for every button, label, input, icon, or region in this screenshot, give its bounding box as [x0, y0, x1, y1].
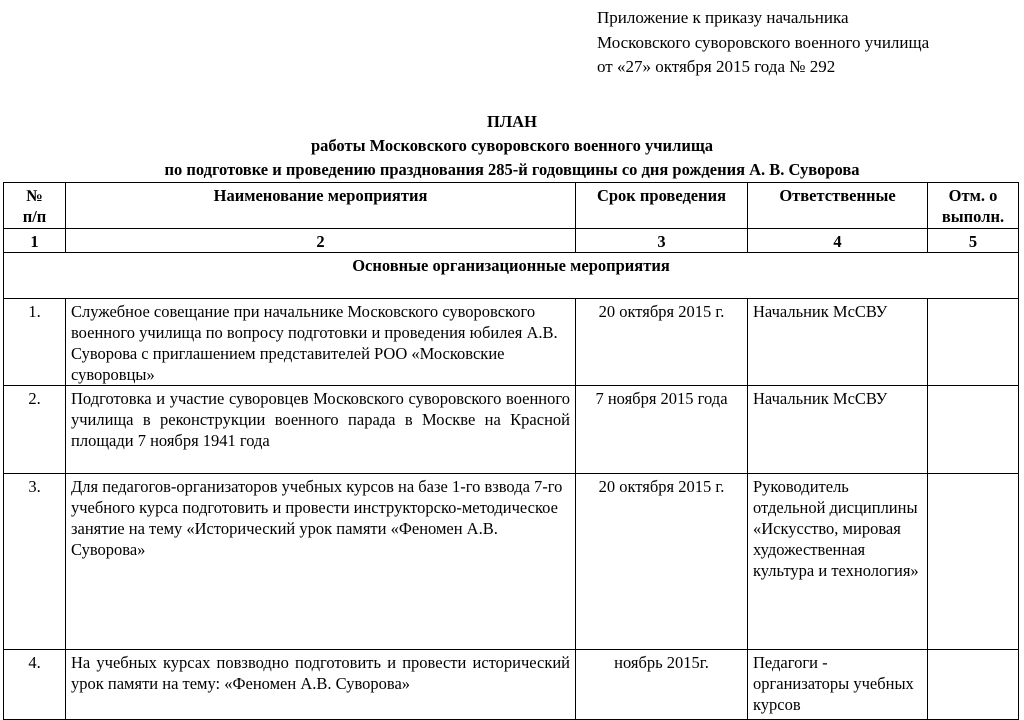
table-header-row — [4, 183, 1019, 229]
header-num-line1: № — [26, 186, 43, 205]
row-date: 7 ноября 2015 года — [576, 386, 748, 474]
row-date: 20 октября 2015 г. — [576, 474, 748, 650]
document-title: ПЛАН — [487, 112, 537, 131]
table-row — [4, 650, 1019, 720]
section-title: Основные организационные мероприятия — [4, 253, 1019, 299]
row-number: 2. — [4, 386, 66, 474]
row-date: ноябрь 2015г. — [576, 650, 748, 720]
column-number: 4 — [748, 229, 928, 253]
row-event: Подготовка и участие суворовцев Московского суворовского военного училища в реконструкции военного парада в Москве на Красной площади 7 ноября 1941 года — [66, 386, 576, 474]
appendix-line-2: Московского суворовского военного училища — [597, 32, 930, 52]
row-event: Для педагогов-организаторов учебных курсов на базе 1-го взвода 7-го учебного курса подготовить и провести инструкторско-методическое занятие на тему «Исторический урок памяти «Феномен А.В. Суворова» — [66, 474, 576, 650]
row-number: 3. — [4, 474, 66, 650]
section-row — [4, 253, 1019, 299]
row-mark — [928, 386, 1019, 474]
header-num-line2: п/п — [22, 207, 47, 226]
row-responsible: Начальник МсСВУ — [748, 299, 928, 386]
row-mark — [928, 299, 1019, 386]
column-number: 5 — [928, 229, 1019, 253]
header-date: Срок проведения — [576, 183, 748, 229]
row-responsible: Руководитель отдельной дисциплины «Искусство, мировая художественная культура и технология» — [748, 474, 928, 650]
header-num — [4, 183, 66, 229]
row-number: 4. — [4, 650, 66, 720]
column-number: 3 — [576, 229, 748, 253]
header-event-name: Наименование мероприятия — [66, 183, 576, 229]
header-mark-line2: выполн. — [941, 207, 1005, 226]
appendix-line-3: от «27» октября 2015 года № 292 — [597, 57, 836, 76]
header-responsible: Ответственные — [748, 183, 928, 229]
table-row — [4, 299, 1019, 386]
row-number: 1. — [4, 299, 66, 386]
document-subtitle-1: работы Московского суворовского военного училища — [310, 136, 714, 155]
column-number: 2 — [66, 229, 576, 253]
row-responsible: Начальник МсСВУ — [748, 386, 928, 474]
row-responsible: Педагоги - организаторы учебных курсов — [748, 650, 928, 720]
row-mark — [928, 650, 1019, 720]
appendix-line-1: Приложение к приказу начальника — [597, 8, 849, 27]
header-mark — [928, 183, 1019, 229]
appendix-note — [597, 6, 929, 80]
row-event: Служебное совещание при начальнике Московского суворовского военного училища по вопросу подготовки и проведения юбилея А.В. Суворова с приглашением представителей РОО «Московские суворовцы» — [66, 299, 576, 386]
column-number: 1 — [4, 229, 66, 253]
row-mark — [928, 474, 1019, 650]
row-date: 20 октября 2015 г. — [576, 299, 748, 386]
table-row — [4, 386, 1019, 474]
column-number-row — [4, 229, 1019, 253]
document-subtitle-2: по подготовке и проведению празднования 285-й годовщины со дня рождения А. В. Суворова — [164, 160, 860, 179]
header-mark-line1: Отм. о — [948, 186, 998, 205]
row-event: На учебных курсах повзводно подготовить и провести исторический урок памяти на тему: «Феномен А.В. Суворова» — [66, 650, 576, 720]
table-row — [4, 474, 1019, 650]
plan-table — [3, 182, 1019, 720]
